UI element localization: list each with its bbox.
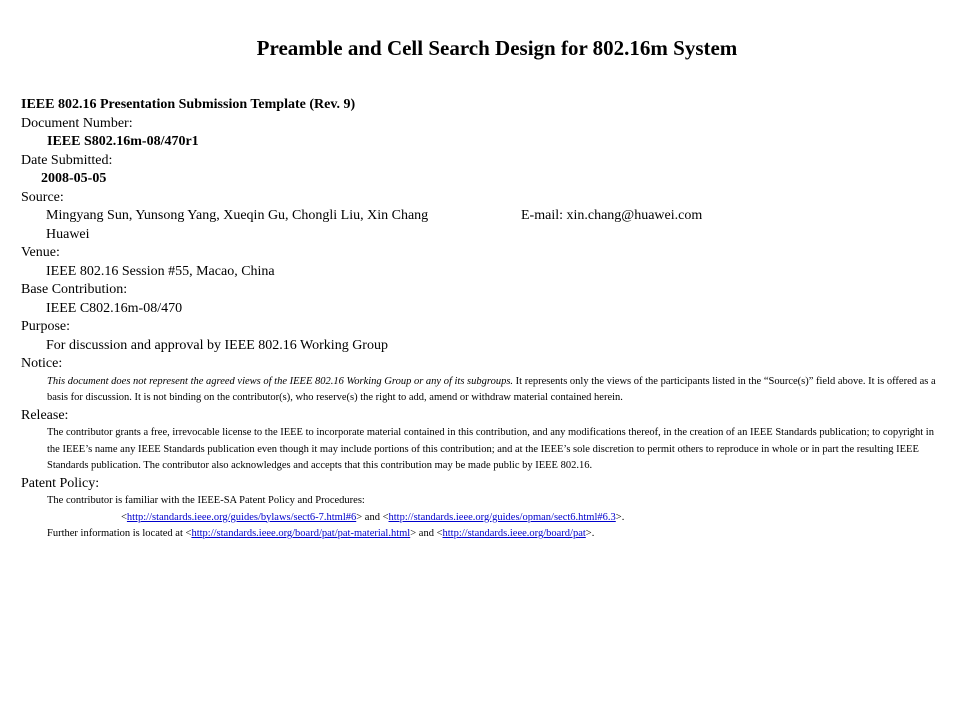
source-row <box>21 207 946 226</box>
notice-italic: This document does not represent the agreed views of the IEEE 802.16 Working Group or any of its subgroups. <box>47 375 514 387</box>
page-title: Preamble and Cell Search Design for 802.16m System <box>256 36 738 60</box>
venue-value: IEEE 802.16 Session #55, Macao, China <box>46 263 275 279</box>
template-name: IEEE 802.16 Presentation Submission Template (Rev. 9) <box>21 97 356 112</box>
patent-label: Patent Policy: <box>21 475 100 491</box>
base-label: Base Contribution: <box>21 282 128 297</box>
board-pat-link[interactable]: http://standards.ieee.org/board/pat <box>442 528 586 539</box>
and-1: and <box>364 511 380 523</box>
source-email: E-mail: xin.chang@huawei.com <box>521 208 703 223</box>
pat-material-link[interactable]: http://standards.ieee.org/board/pat/pat-material.html <box>191 528 411 539</box>
release-text: The contributor grants a free, irrevocable license to the IEEE to incorporate material contained in this contribution, and any modifications thereof, in the creation of an IEEE Standards publication; to copyright in the IEEE’s name any IEEE Standards publication even though it may include portions of this contribution; and at the IEEE’s sole discretion to permit others to reproduce in whole or in part the resulting IEEE Standards publication. The contributor also acknowledges and accepts that this contribution may be made public by IEEE 802.16. <box>47 427 934 471</box>
date-label: Date Submitted: <box>21 152 113 168</box>
venue-label: Venue: <box>21 245 60 260</box>
base-value: IEEE C802.16m-08/470 <box>46 300 183 316</box>
patent-intro: The contributor is familiar with the IEEE-SA Patent Policy and Procedures: <box>47 495 365 506</box>
opman-link[interactable]: http://standards.ieee.org/guides/opman/sect6.html#6.3 <box>388 511 616 523</box>
notice-label: Notice: <box>21 356 63 371</box>
date-value: 2008-05-05 <box>41 171 107 186</box>
and-2: and <box>418 528 434 539</box>
notice-rest: It represents only the views of the participants listed in the “Source(s)” field above. It is offered as a basis for discussion. It is not binding on the contributor(s), who reserve(s) the right to add, amend or withdraw material contained herein. <box>47 375 936 403</box>
doc-number-label: Document Number: <box>21 115 133 131</box>
patent-further-line: Further information is located at <http://standards.ieee.org/board/pat/pat-material.html> and <http://standards.ieee.org/board/pat>. <box>47 528 595 539</box>
release-label: Release: <box>21 407 69 423</box>
notice-text <box>21 374 946 407</box>
doc-number-value: IEEE S802.16m-08/470r1 <box>47 134 199 149</box>
source-authors: Mingyang Sun, Yunsong Yang, Xueqin Gu, Chongli Liu, Xin Chang <box>46 208 429 223</box>
source-org: Huawei <box>46 226 90 242</box>
further-text: Further information is located at <box>47 528 183 539</box>
patent-links-line: <http://standards.ieee.org/guides/bylaws/sect6-7.html#6> and <http://standards.ieee.org/guides/opman/sect6.html#6.3>. <box>121 511 625 523</box>
source-label: Source: <box>21 189 64 205</box>
document-body <box>21 96 946 543</box>
purpose-value: For discussion and approval by IEEE 802.16 Working Group <box>46 337 388 353</box>
bylaws-link[interactable]: http://standards.ieee.org/guides/bylaws/sect6-7.html#6 <box>126 511 357 523</box>
purpose-label: Purpose: <box>21 319 70 334</box>
